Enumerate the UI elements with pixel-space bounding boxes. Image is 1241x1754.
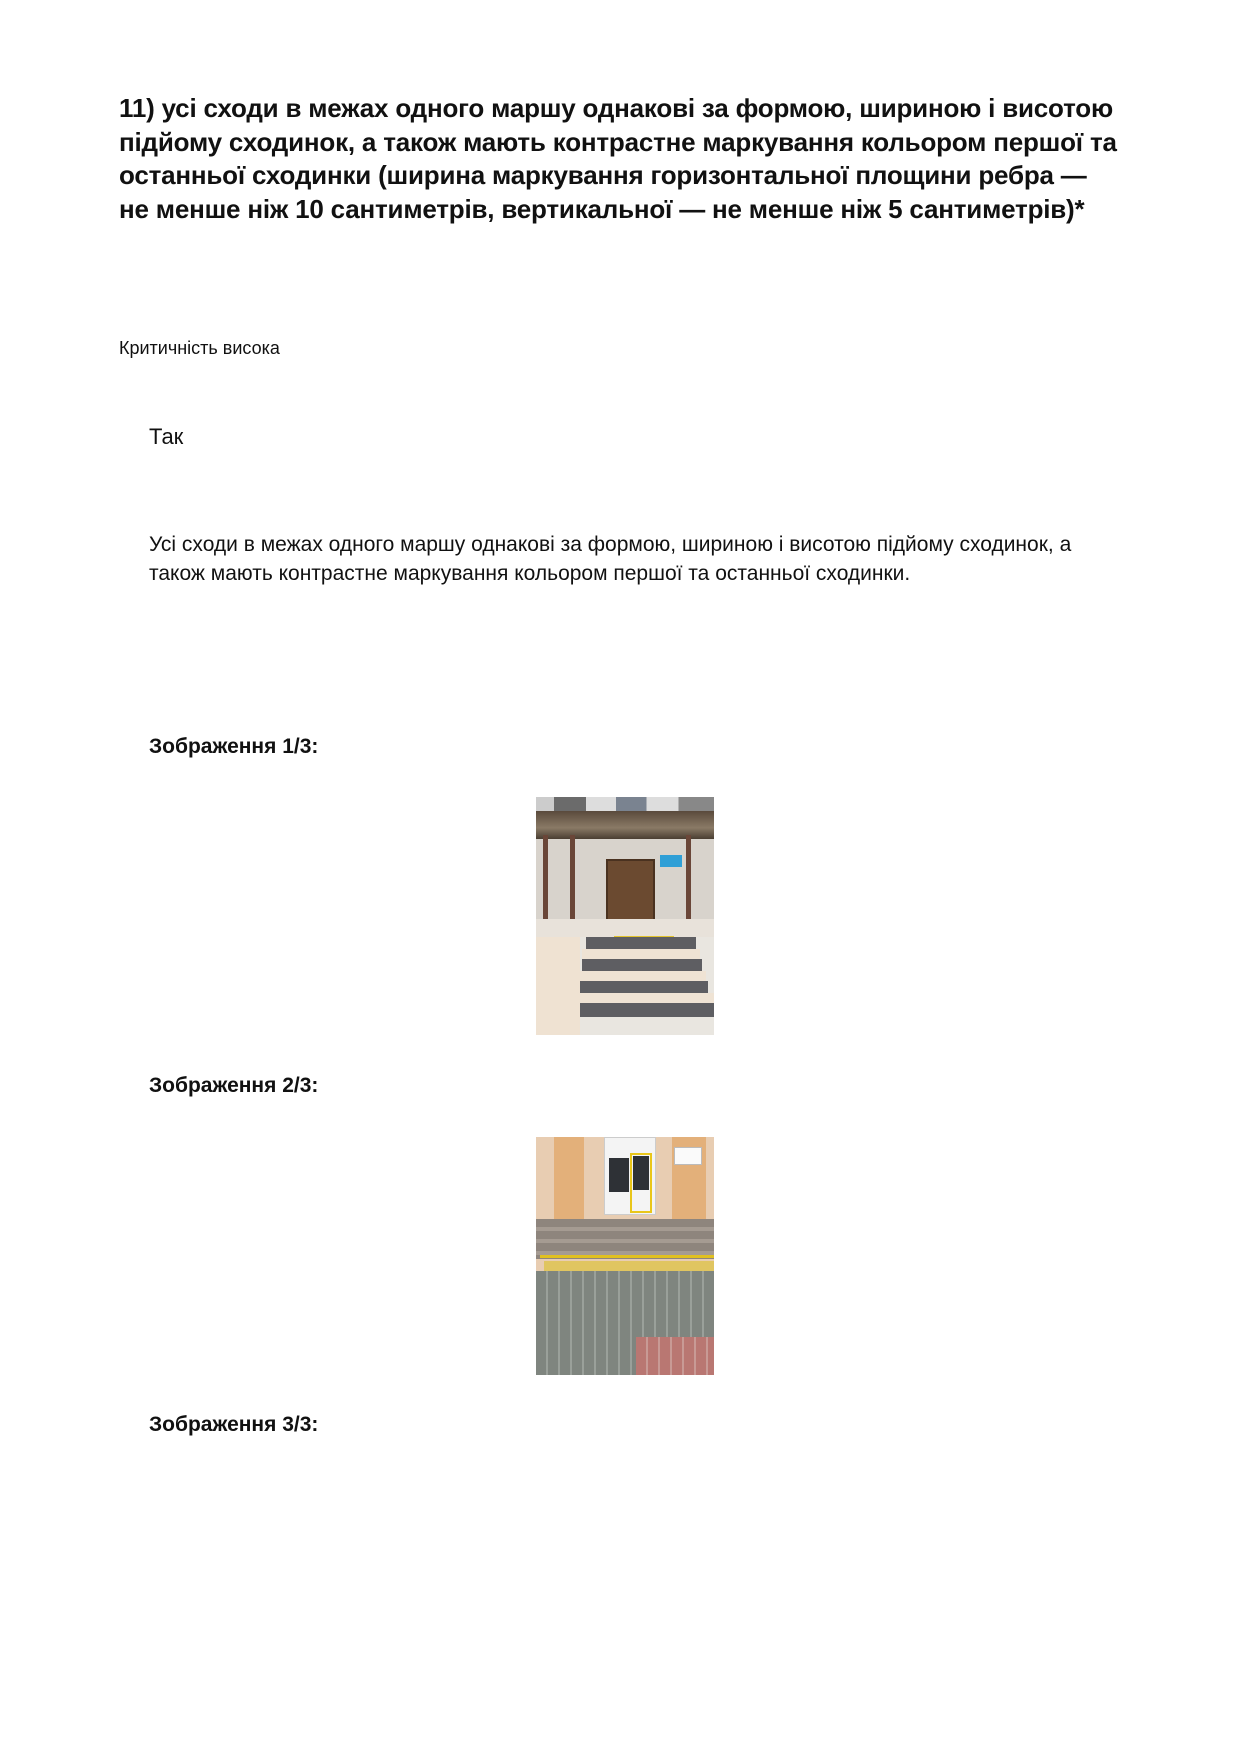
answer-comment: Усі сходи в межах одного маршу однакові за формою, шириною і висотою підйому сходинок, а також мають контрастне маркування кольором першої та останньої сходинки. xyxy=(149,533,1072,585)
image-label-3: Зображення 3/3: xyxy=(149,1413,319,1436)
image-label-2: Зображення 2/3: xyxy=(149,1074,319,1097)
answer-value: Так xyxy=(149,424,184,449)
question-title: 11) усі сходи в межах одного маршу однакові за формою, шириною і висотою підйому сходинок, а також мають контрастне маркування кольором першої та останньої сходинки (ширина маркування горизонтальної площини ребра — не менше ніж 10 сантиметрів, вертикальної — не менше ніж 5 сантиметрів)* xyxy=(119,93,1117,224)
photo-entrance-stairs-2 xyxy=(536,1137,714,1375)
image-label-1: Зображення 1/3: xyxy=(149,735,319,758)
criticality-label: Критичність висока xyxy=(119,338,280,358)
photo-entrance-stairs-1 xyxy=(536,797,714,1035)
